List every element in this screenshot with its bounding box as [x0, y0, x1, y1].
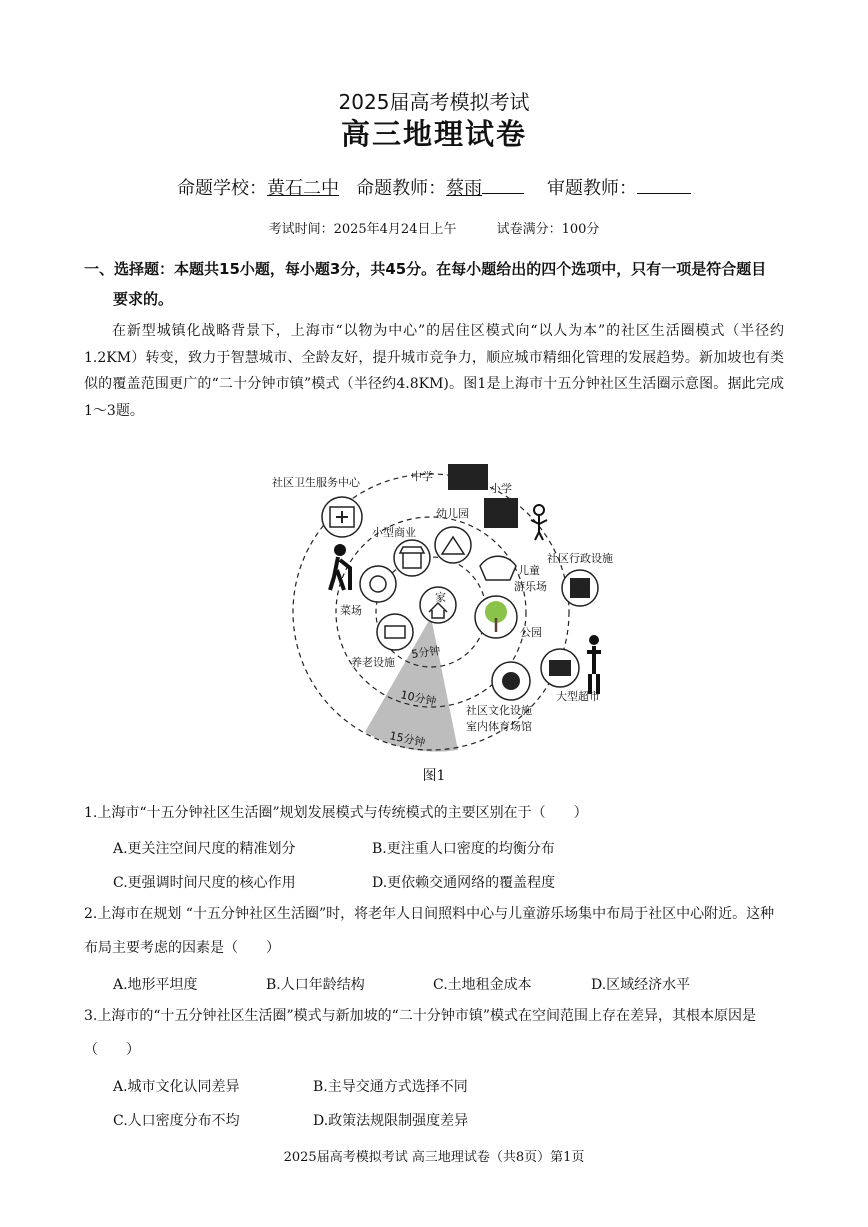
- primary-school-icon: [484, 498, 518, 528]
- teacher-blank: [482, 177, 524, 194]
- label-playground-line2: 游乐场: [514, 580, 547, 593]
- adult-person-icon: [587, 635, 601, 694]
- q3-option-d: D.政策法规限制强度差异: [313, 1113, 469, 1129]
- school-label: 命题学校：: [176, 178, 267, 199]
- label-market: 菜场: [340, 604, 362, 617]
- label-park: 公园: [520, 626, 542, 639]
- q2-option-c: C.土地租金成本: [433, 977, 532, 993]
- q2-option-a: A.地形平坦度: [113, 977, 198, 993]
- exam-info: [0, 218, 868, 237]
- figure-life-circle: [258, 462, 618, 752]
- child-person-icon: [531, 505, 547, 540]
- admin-building-glyph: [570, 578, 590, 598]
- label-kindergarten: 幼儿园: [436, 507, 469, 520]
- label-middle-school: 中学: [411, 470, 433, 483]
- q1-option-a: A.更关注空间尺度的精准划分: [113, 841, 296, 857]
- passage: 在新型城镇化战略背景下，上海市“以物为中心”的居住区模式向“以人为本”的社区生活圈模式（半径约1.2KM）转变，致力于智慧城市、全龄友好，提升城市竞争力，顺应城市精细化管理的发展趋势。新加坡也有类似的覆盖范围更广的“二十分钟市镇”模式（半径约4.8KM)。图1是上海市十五分钟社区生活圈示意图。据此完成1～3题。: [84, 323, 784, 419]
- label-health-center: 社区卫生服务中心: [272, 476, 360, 489]
- label-5min: 5分钟: [410, 644, 442, 661]
- label-10min: 10分钟: [399, 688, 438, 709]
- school-value: 黄石二中: [266, 178, 339, 199]
- q2-option-b: B.人口年龄结构: [266, 977, 365, 993]
- label-gym: 室内体育场馆: [466, 720, 532, 733]
- supermarket-glyph: [549, 660, 571, 676]
- exam-series-title: 2025届高考模拟考试: [338, 90, 530, 114]
- label-playground-line1: 儿童: [518, 564, 540, 577]
- exam-score: 试卷满分：100分: [496, 222, 600, 237]
- q3-option-b: B.主导交通方式选择不同: [313, 1079, 468, 1095]
- q2-option-d: D.区域经济水平: [591, 977, 691, 993]
- section-heading-cont: 要求的。: [113, 290, 174, 308]
- middle-school-icon: [448, 464, 488, 490]
- elderly-facility-icon: [377, 614, 413, 650]
- label-culture: 社区文化设施: [466, 704, 532, 717]
- q1-option-c: C.更强调时间尺度的核心作用: [113, 875, 296, 891]
- label-elderly: 养老设施: [351, 656, 395, 669]
- exam-paper-title: 高三地理试卷: [340, 117, 527, 151]
- teacher-value: 蔡雨: [446, 178, 483, 199]
- culture-glyph: [502, 672, 520, 690]
- question-2-stem: 2.上海市在规划 “十五分钟社区生活圈”时，将老年人日间照料中心与儿童游乐场集中布局于社区中心附近。这种布局主要考虑的因素是（ ）: [84, 906, 775, 956]
- market-icon: [360, 566, 396, 602]
- q3-option-c: C.人口密度分布不均: [113, 1113, 240, 1129]
- reviewer-label: 审题教师：: [547, 178, 638, 199]
- label-admin: 社区行政设施: [547, 552, 613, 565]
- kindergarten-icon: [435, 527, 471, 563]
- question-3: [84, 999, 784, 1067]
- small-business-icon: [394, 540, 430, 576]
- teacher-label: 命题教师：: [356, 178, 447, 199]
- question-1: [84, 796, 784, 830]
- label-primary-school: 小学: [490, 482, 512, 495]
- life-circle-diagram: [258, 462, 618, 752]
- label-supermarket: 大型超市: [556, 690, 600, 703]
- page-footer: 2025届高考模拟考试 高三地理试卷（共8页）第1页: [283, 1150, 585, 1165]
- authors-line: [0, 174, 868, 200]
- label-small-business: 小型商业: [372, 526, 416, 539]
- label-15min: 15分钟: [388, 729, 427, 750]
- question-3-stem: 3.上海市的“十五分钟社区生活圈”模式与新加坡的“二十分钟市镇”模式在空间范围上存在差异，其根本原因是（ ）: [84, 1008, 756, 1058]
- question-2: [84, 897, 784, 965]
- exam-time: 考试时间：2025年4月24日上午: [268, 222, 457, 237]
- q1-option-b: B.更注重人口密度的均衡分布: [372, 841, 555, 857]
- figure-caption: 图1: [422, 768, 446, 784]
- elderly-person-icon: [330, 544, 350, 590]
- section-heading: 一、选择题：本题共15小题，每小题3分，共45分。在每小题给出的四个选项中，只有一项是符合题目: [84, 260, 767, 278]
- label-home: 家: [435, 591, 446, 604]
- q3-option-a: A.城市文化认同差异: [113, 1079, 240, 1095]
- q1-option-d: D.更依赖交通网络的覆盖程度: [372, 875, 556, 891]
- reviewer-blank: [637, 177, 691, 194]
- question-1-stem: 1.上海市“十五分钟社区生活圈”规划发展模式与传统模式的主要区别在于（ ）: [84, 805, 588, 821]
- rocking-horse-icon: [480, 556, 516, 580]
